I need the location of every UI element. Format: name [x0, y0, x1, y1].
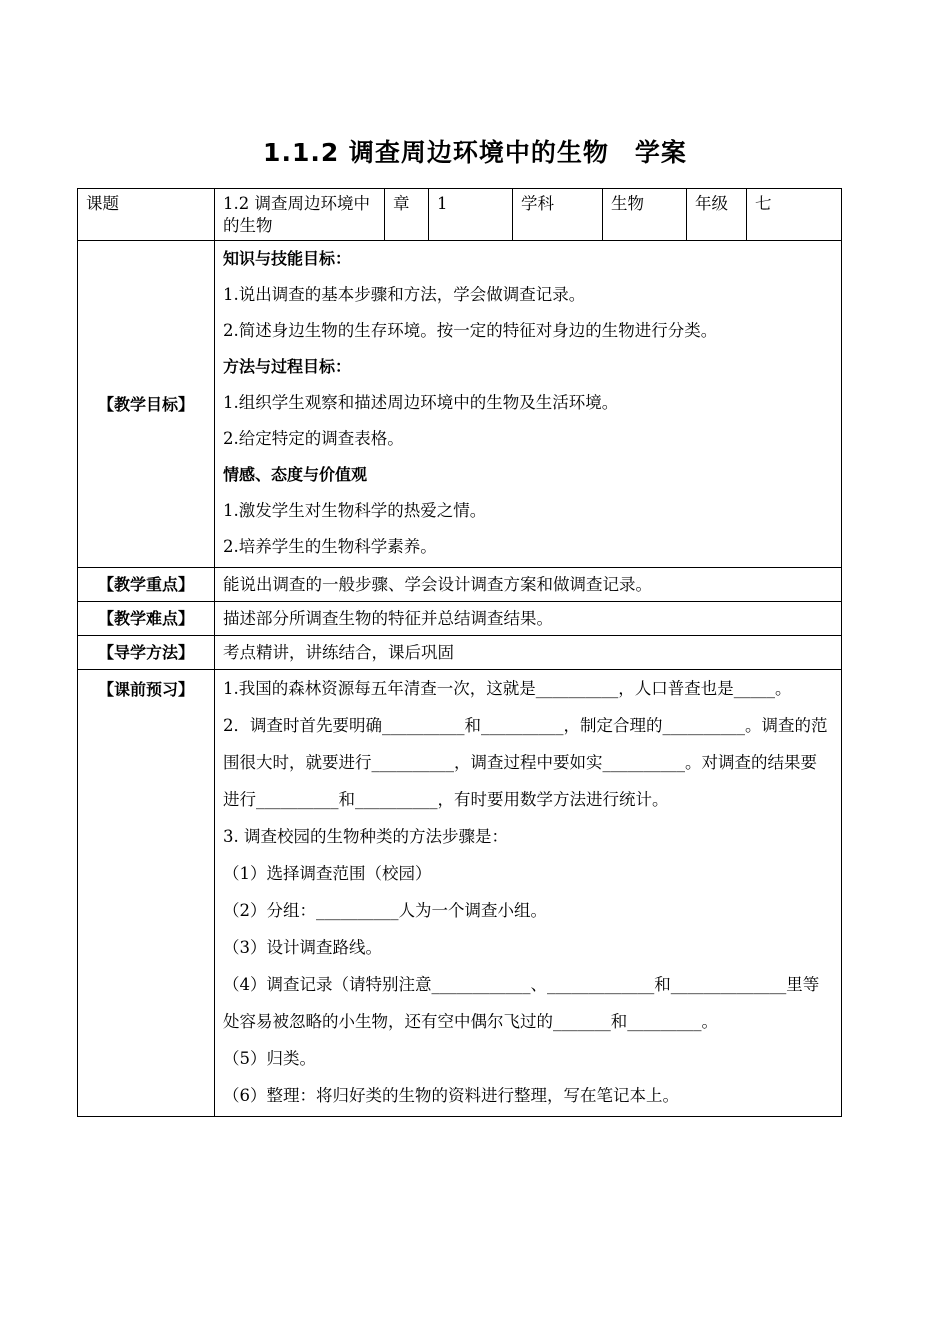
- emotion-item: 2.培养学生的生物科学素养。: [223, 537, 437, 556]
- knowledge-item: 2.简述身边生物的生存环境。按一定的特征对身边的生物进行分类。: [223, 321, 718, 340]
- grade-label: 年级: [687, 189, 747, 241]
- emotion-item: 1.激发学生对生物科学的热爱之情。: [223, 501, 487, 520]
- chapter-label: 章: [385, 189, 429, 241]
- key-point-label: 【教学重点】: [78, 568, 215, 602]
- preview-row: [78, 670, 842, 1117]
- key-point-row: [78, 568, 842, 602]
- header-row: [78, 189, 842, 241]
- preview-label: 【课前预习】: [78, 670, 215, 1117]
- topic-label: 课题: [78, 189, 215, 241]
- preview-line: （4）调查记录（请特别注意____________、_____________和______________里等处容易被忽略的小生物，还有空中偶尔飞过的_______和_________。: [223, 975, 820, 1031]
- process-item: 2.给定特定的调查表格。: [223, 429, 404, 448]
- preview-line: 2．调查时首先要明确__________和__________，制定合理的__________。调查的范围很大时，就要进行__________，调查过程中要如实__________。对调查的结果要进行__________和__________，有时要用数学方法进行统计。: [223, 716, 828, 809]
- grade-value: 七: [747, 189, 842, 241]
- preview-line: （5）归类。: [223, 1049, 316, 1068]
- goals-label: 【教学目标】: [78, 241, 215, 568]
- method-row: [78, 636, 842, 670]
- subject-label: 学科: [513, 189, 603, 241]
- preview-line: 3. 调查校园的生物种类的方法步骤是：: [223, 827, 508, 846]
- preview-line: 1.我国的森林资源每五年清查一次，这就是__________，人口普查也是_____。: [223, 679, 792, 698]
- knowledge-item: 1.说出调查的基本步骤和方法，学会做调查记录。: [223, 285, 586, 304]
- preview-line: （3）设计调查路线。: [223, 938, 382, 957]
- key-point-text: 能说出调查的一般步骤、学会设计调查方案和做调查记录。: [215, 568, 842, 602]
- page-title: 1.1.2 调查周边环境中的生物 学案: [263, 138, 687, 167]
- subject-value: 生物: [603, 189, 687, 241]
- preview-line: （2）分组：__________人为一个调查小组。: [223, 901, 547, 920]
- difficulty-label: 【教学难点】: [78, 602, 215, 636]
- difficulty-text: 描述部分所调查生物的特征并总结调查结果。: [215, 602, 842, 636]
- emotion-heading: 情感、态度与价值观: [223, 465, 368, 484]
- process-item: 1.组织学生观察和描述周边环境中的生物及生活环境。: [223, 393, 619, 412]
- lesson-plan-table: [77, 188, 842, 1117]
- chapter-value: 1: [429, 189, 513, 241]
- topic-value: 1.2 调查周边环境中的生物: [215, 189, 385, 241]
- preview-line: （1）选择调查范围（校园）: [223, 864, 432, 883]
- goals-row: [78, 241, 842, 568]
- process-heading: 方法与过程目标：: [223, 357, 352, 376]
- preview-content: [215, 670, 842, 1117]
- knowledge-heading: 知识与技能目标：: [223, 249, 352, 268]
- preview-line: （6）整理：将归好类的生物的资料进行整理，写在笔记本上。: [223, 1086, 679, 1105]
- goals-content: [215, 241, 842, 568]
- method-label: 【导学方法】: [78, 636, 215, 670]
- method-text: 考点精讲，讲练结合，课后巩固: [215, 636, 842, 670]
- difficulty-row: [78, 602, 842, 636]
